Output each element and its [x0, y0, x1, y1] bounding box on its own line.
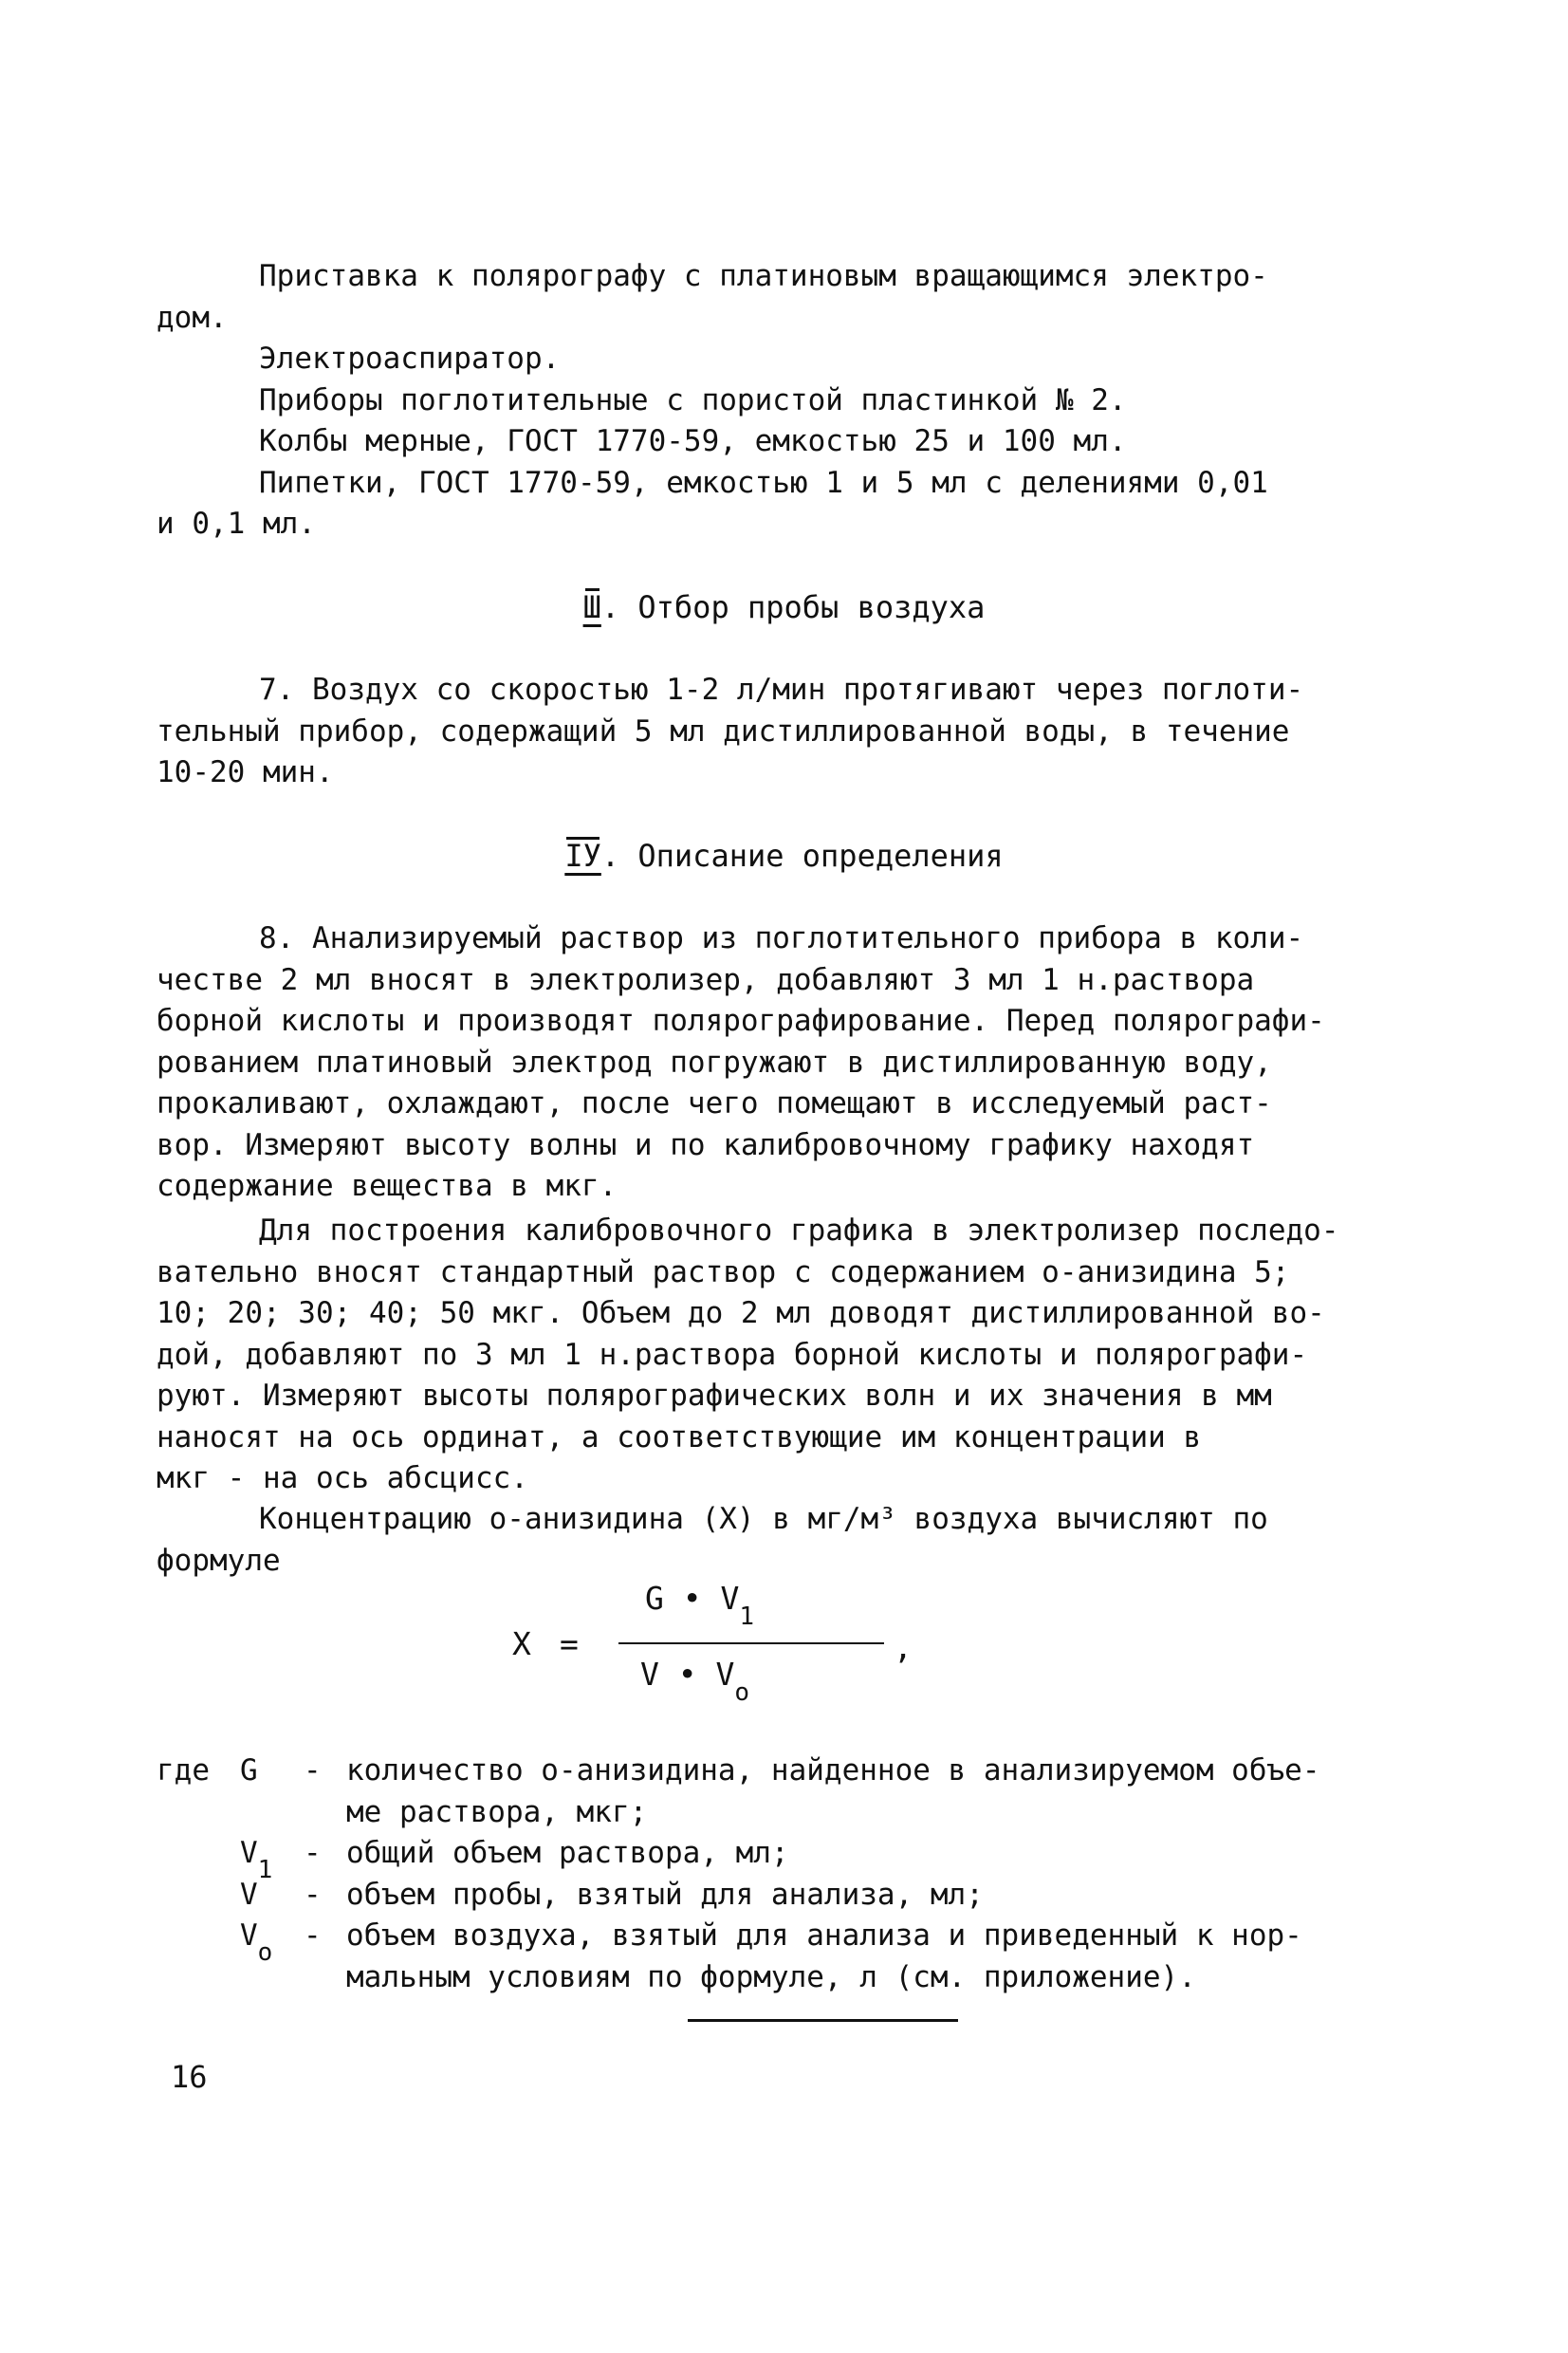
text-line: 10-20 мин. [157, 755, 334, 789]
text-line: Концентрацию о-анизидина (Х) в мг/м³ воздуха вычисляют по [259, 1502, 1268, 1536]
formula-comma: , [894, 1629, 913, 1666]
def-text: общий объем раствора, мл; [346, 1836, 789, 1870]
definition-row [157, 1792, 1428, 1834]
paragraph-8 [157, 918, 1428, 1208]
def-text: количество о-анизидина, найденное в анализируемом объе- [346, 1753, 1320, 1788]
text-line: дом. [157, 300, 228, 335]
text-line: мкг - на ось абсцисс. [157, 1461, 528, 1495]
text-line: содержание вещества в мкг. [157, 1169, 618, 1203]
def-symbol-letter: V [240, 1836, 258, 1870]
formula-numerator [645, 1580, 882, 1631]
formula-num-dot: • [682, 1580, 702, 1617]
section-heading-3 [0, 586, 1568, 628]
definition-row [157, 1833, 1428, 1884]
formula-den-dot: • [677, 1656, 697, 1693]
paragraph-calibration [157, 1211, 1428, 1500]
where-label: где [157, 1753, 210, 1788]
text-line: Электроаспиратор. [259, 342, 561, 376]
text-line: Для построения калибровочного графика в электролизер последо- [259, 1214, 1339, 1248]
text-line: борной кислоты и производят полярографирование. Перед полярографи- [157, 1004, 1325, 1038]
def-symbol-sub: 1 [257, 1856, 273, 1884]
text-line: Приборы поглотительные с пористой пластинкой № 2. [259, 382, 1127, 417]
def-symbol [240, 1916, 287, 1967]
text-line: формуле [157, 1543, 281, 1578]
text-line: честве 2 мл вносят в электролизер, добавляют 3 мл 1 н.раствора [157, 962, 1255, 997]
def-text: ме раствора, мкг; [346, 1794, 648, 1829]
text-line: рованием платиновый электрод погружают в дистиллированную воду, [157, 1045, 1272, 1080]
def-symbol: G [240, 1753, 258, 1788]
definition-row [157, 1751, 1428, 1792]
formula-den-sub: o [734, 1678, 750, 1707]
def-symbol-letter: V [240, 1918, 258, 1953]
def-dash: - [304, 1918, 322, 1953]
end-rule [688, 2019, 958, 2022]
text-line: руют. Измеряют высоты полярографических волн и их значения в мм [157, 1379, 1272, 1413]
text-line: Колбы мерные, ГОСТ 1770-59, емкостью 25 и 100 мл. [259, 424, 1127, 458]
def-dash: - [304, 1836, 322, 1870]
def-text: мальным условиям по формуле, л (см. приложение). [346, 1959, 1196, 1994]
definition-row [157, 1916, 1428, 1967]
def-symbol [240, 1833, 287, 1884]
def-text: объем пробы, взятый для анализа, мл; [346, 1877, 984, 1912]
definition-row [157, 1957, 1428, 1999]
equipment-list [157, 256, 1428, 546]
text-line: наносят на ось ординат, а соответствующие им концентрации в [157, 1419, 1202, 1454]
text-line: и 0,1 мл. [157, 507, 316, 541]
text-line: вательно вносят стандартный раствор с содержанием о-анизидина 5; [157, 1254, 1290, 1289]
formula-num-v: V [720, 1580, 740, 1617]
definition-row [157, 1875, 1428, 1917]
paragraph-7 [157, 670, 1428, 794]
section-heading-4 [0, 835, 1568, 877]
section-number: Ш [583, 586, 601, 628]
text-line: 7. Воздух со скоростью 1-2 л/мин протягивают через поглоти- [259, 673, 1304, 707]
formula-den-v: V [640, 1656, 659, 1693]
page-number: 16 [171, 2059, 208, 2095]
def-symbol: V [240, 1877, 258, 1912]
def-dash: - [304, 1753, 322, 1788]
fraction-bar [618, 1642, 884, 1644]
text-line: тельный прибор, содержащий 5 мл дистиллированной воды, в течение [157, 713, 1290, 749]
def-dash: - [304, 1877, 322, 1912]
section-number: IУ [564, 835, 601, 877]
text-line: Пипетки, ГОСТ 1770-59, емкостью 1 и 5 мл с делениями 0,01 [259, 465, 1268, 500]
formula-den-vo: V [715, 1656, 735, 1693]
def-text: объем воздуха, взятый для анализа и приведенный к нор- [346, 1918, 1302, 1953]
variable-definitions [157, 1751, 1428, 1998]
formula-denominator [640, 1656, 887, 1707]
text-line: дой, добавляют по 3 мл 1 н.раствора борной кислоты и полярографи- [157, 1337, 1308, 1372]
def-symbol-sub: o [257, 1938, 273, 1967]
text-line: вор. Измеряют высоту волны и по калибровочному графику находят [157, 1127, 1255, 1162]
section-title: . Отбор пробы воздуха [600, 589, 986, 625]
formula [0, 1580, 1568, 1713]
section-title: . Описание определения [600, 838, 1004, 874]
text-line: 10; 20; 30; 40; 50 мкг. Объем до 2 мл доводят дистиллированной во- [157, 1296, 1325, 1330]
text-line: прокаливают, охлаждают, после чего помещают в исследуемый раст- [157, 1086, 1272, 1121]
formula-num-g: G [645, 1580, 664, 1617]
formula-num-sub: 1 [739, 1603, 755, 1631]
text-line: Приставка к полярографу с платиновым вращающимся электро- [259, 259, 1268, 293]
formula-lhs: X [512, 1625, 531, 1662]
text-line: 8. Анализируемый раствор из поглотительного прибора в коли- [259, 921, 1304, 955]
formula-equals: = [560, 1625, 579, 1662]
paragraph-concentration [157, 1499, 1428, 1582]
